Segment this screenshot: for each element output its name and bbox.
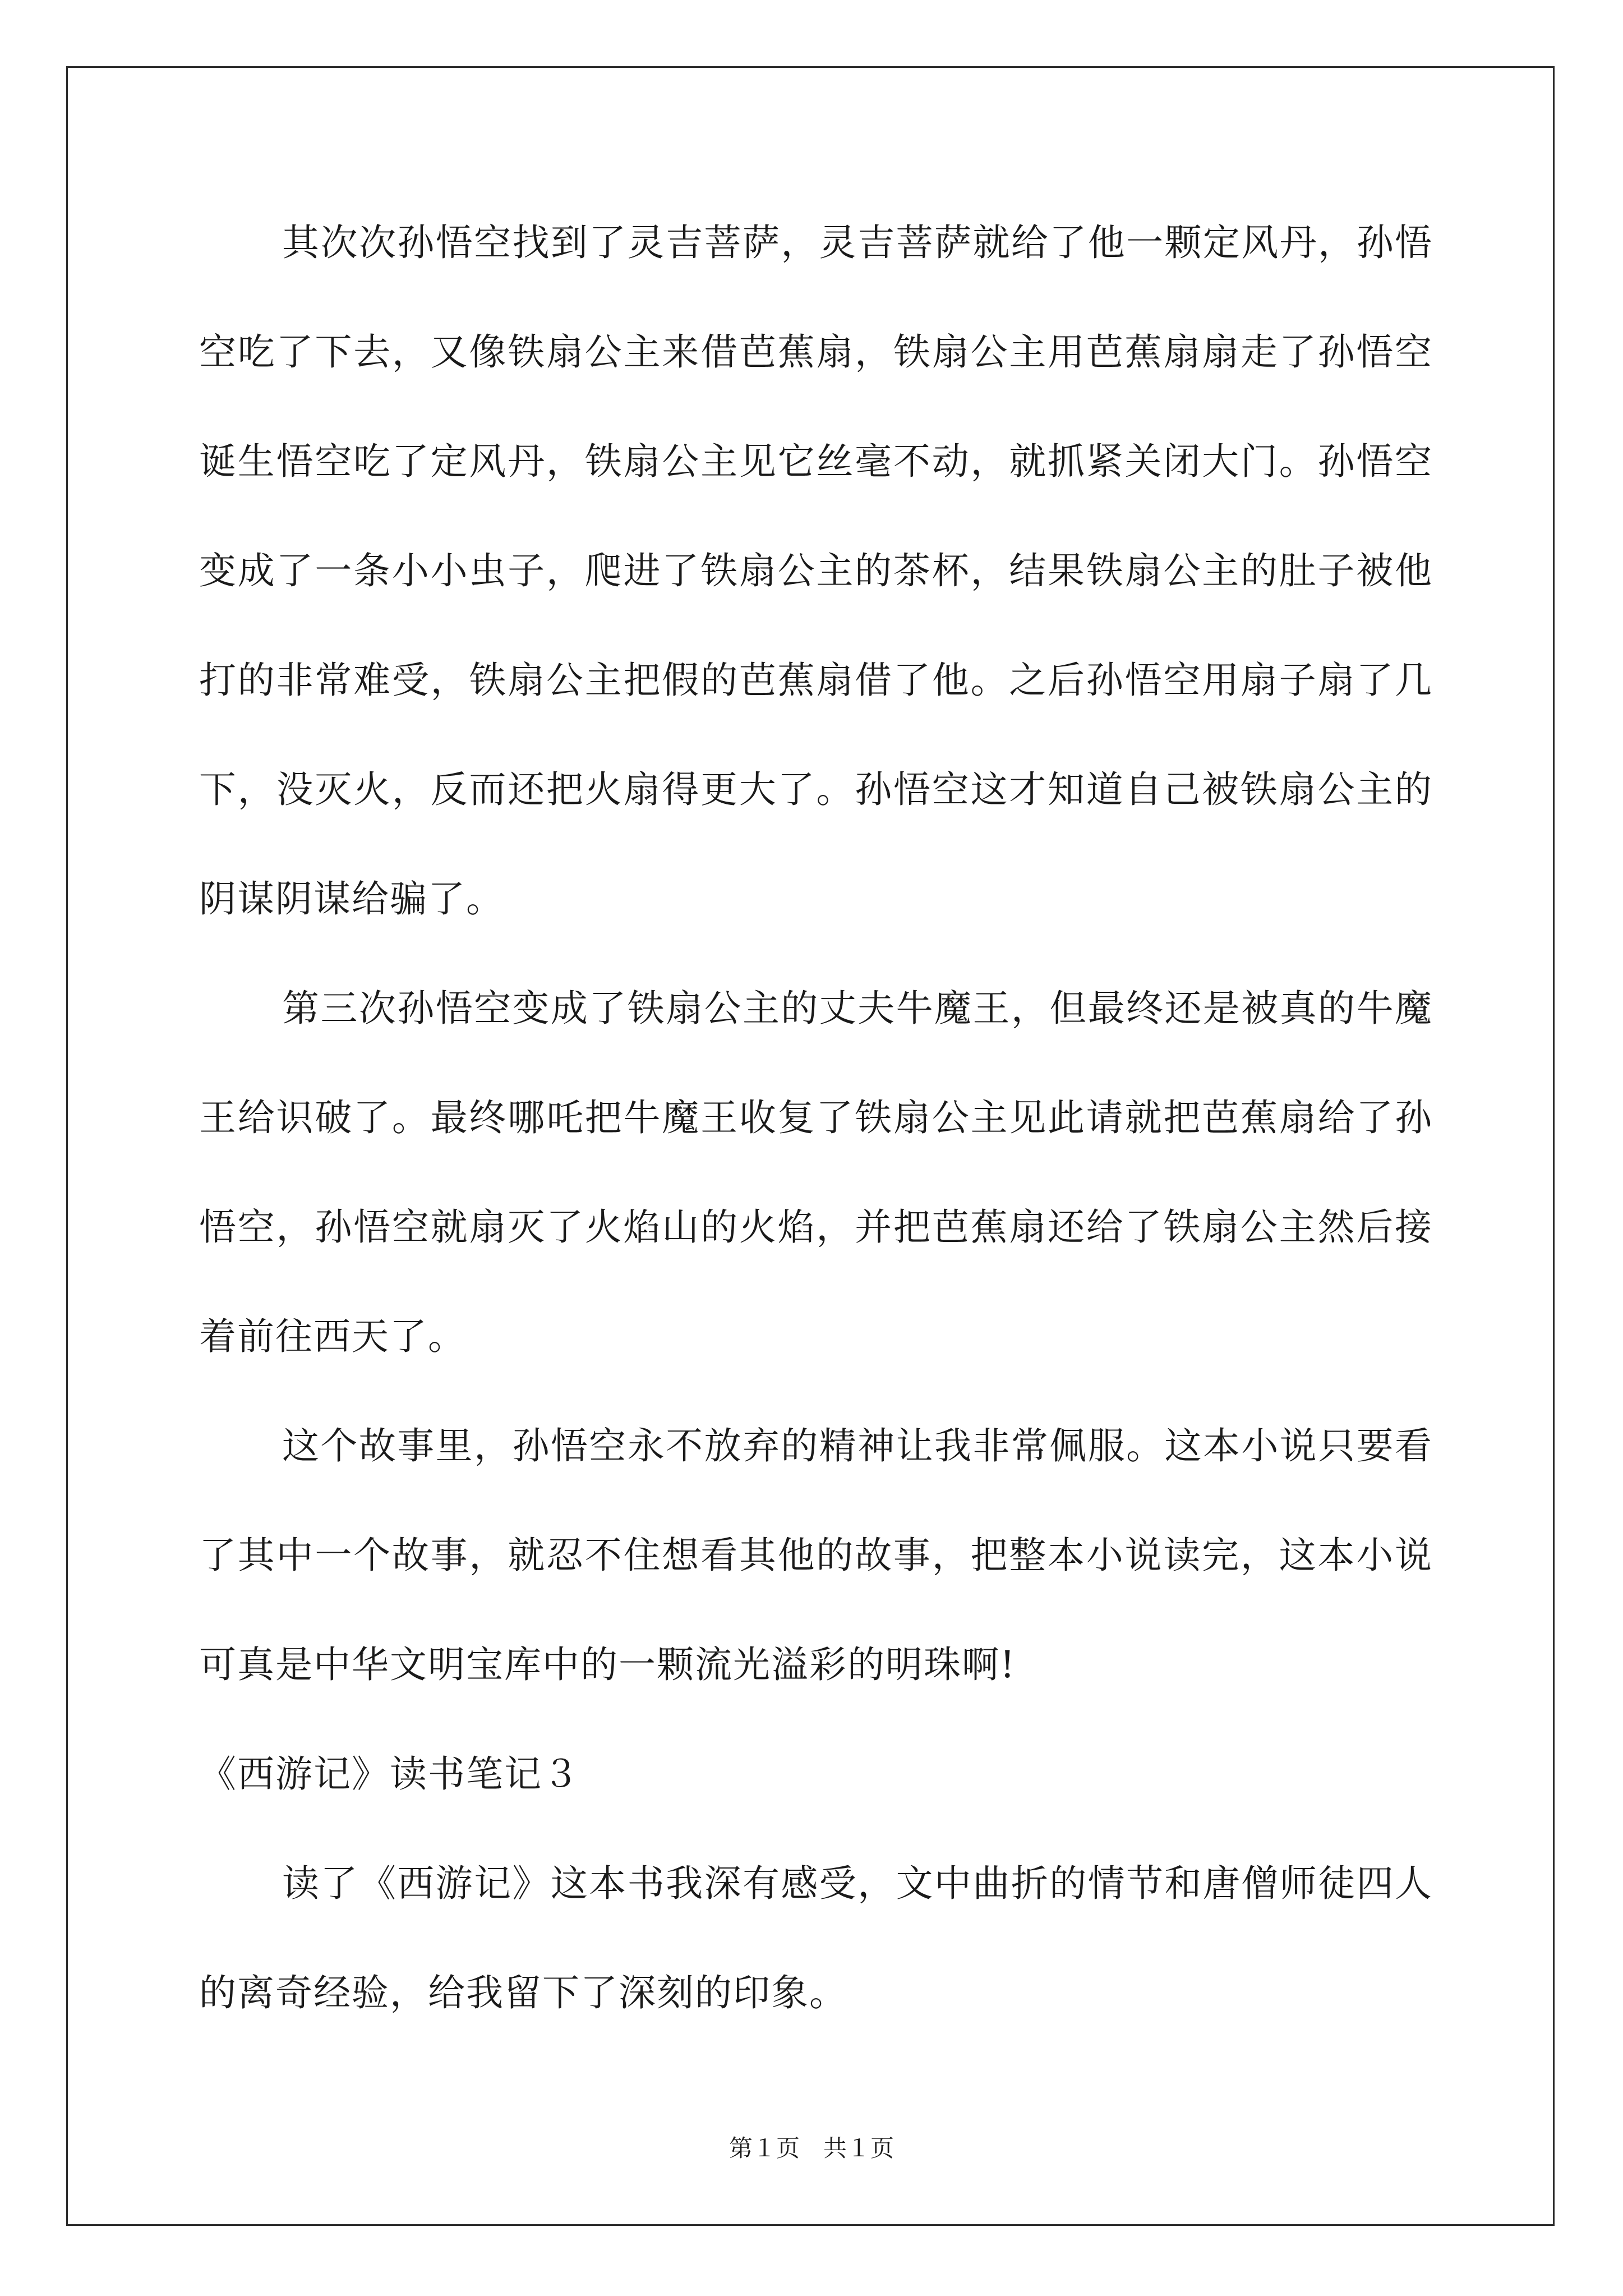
page-footer: 第１页 共１页 bbox=[728, 2134, 894, 2162]
section-heading: 《西游记》读书笔记３ bbox=[199, 1752, 580, 1796]
paragraph-1: 其次次孙悟空找到了灵吉菩萨，灵吉菩萨就给了他一颗定风丹，孙悟空吃了下去，又像铁扇公主来借芭蕉扇，铁扇公主用芭蕉扇扇走了孙悟空诞生悟空吃了定风丹，铁扇公主见它丝毫不动，就抓紧关闭大门。孙悟空变成了一条小小虫子，爬进了铁扇公主的茶杯，结果铁扇公主的肚子被他打的非常难受，铁扇公主把假的芭蕉扇借了他。之后孙悟空用扇子扇了几下，没灭火，反而还把火扇得更大了。孙悟空这才知道自己被铁扇公主的阴谋阴谋给骗了。 bbox=[199, 221, 1433, 921]
document-body bbox=[199, 188, 1433, 2047]
paragraph-2: 第三次孙悟空变成了铁扇公主的丈夫牛魔王，但最终还是被真的牛魔王给识破了。最终哪吒把牛魔王收复了铁扇公主见此请就把芭蕉扇给了孙悟空，孙悟空就扇灭了火焰山的火焰，并把芭蕉扇还给了铁扇公主然后接着前往西天了。 bbox=[199, 987, 1433, 1358]
paragraph-3: 这个故事里，孙悟空永不放弃的精神让我非常佩服。这本小说只要看了其中一个故事，就忍不住想看其他的故事，把整本小说读完，这本小说可真是中华文明宝库中的一颗流光溢彩的明珠啊! bbox=[199, 1424, 1433, 1686]
section-paragraph: 读了《西游记》这本书我深有感受，文中曲折的情节和唐僧师徒四人的离奇经验，给我留下了深刻的印象。 bbox=[199, 1862, 1433, 2014]
